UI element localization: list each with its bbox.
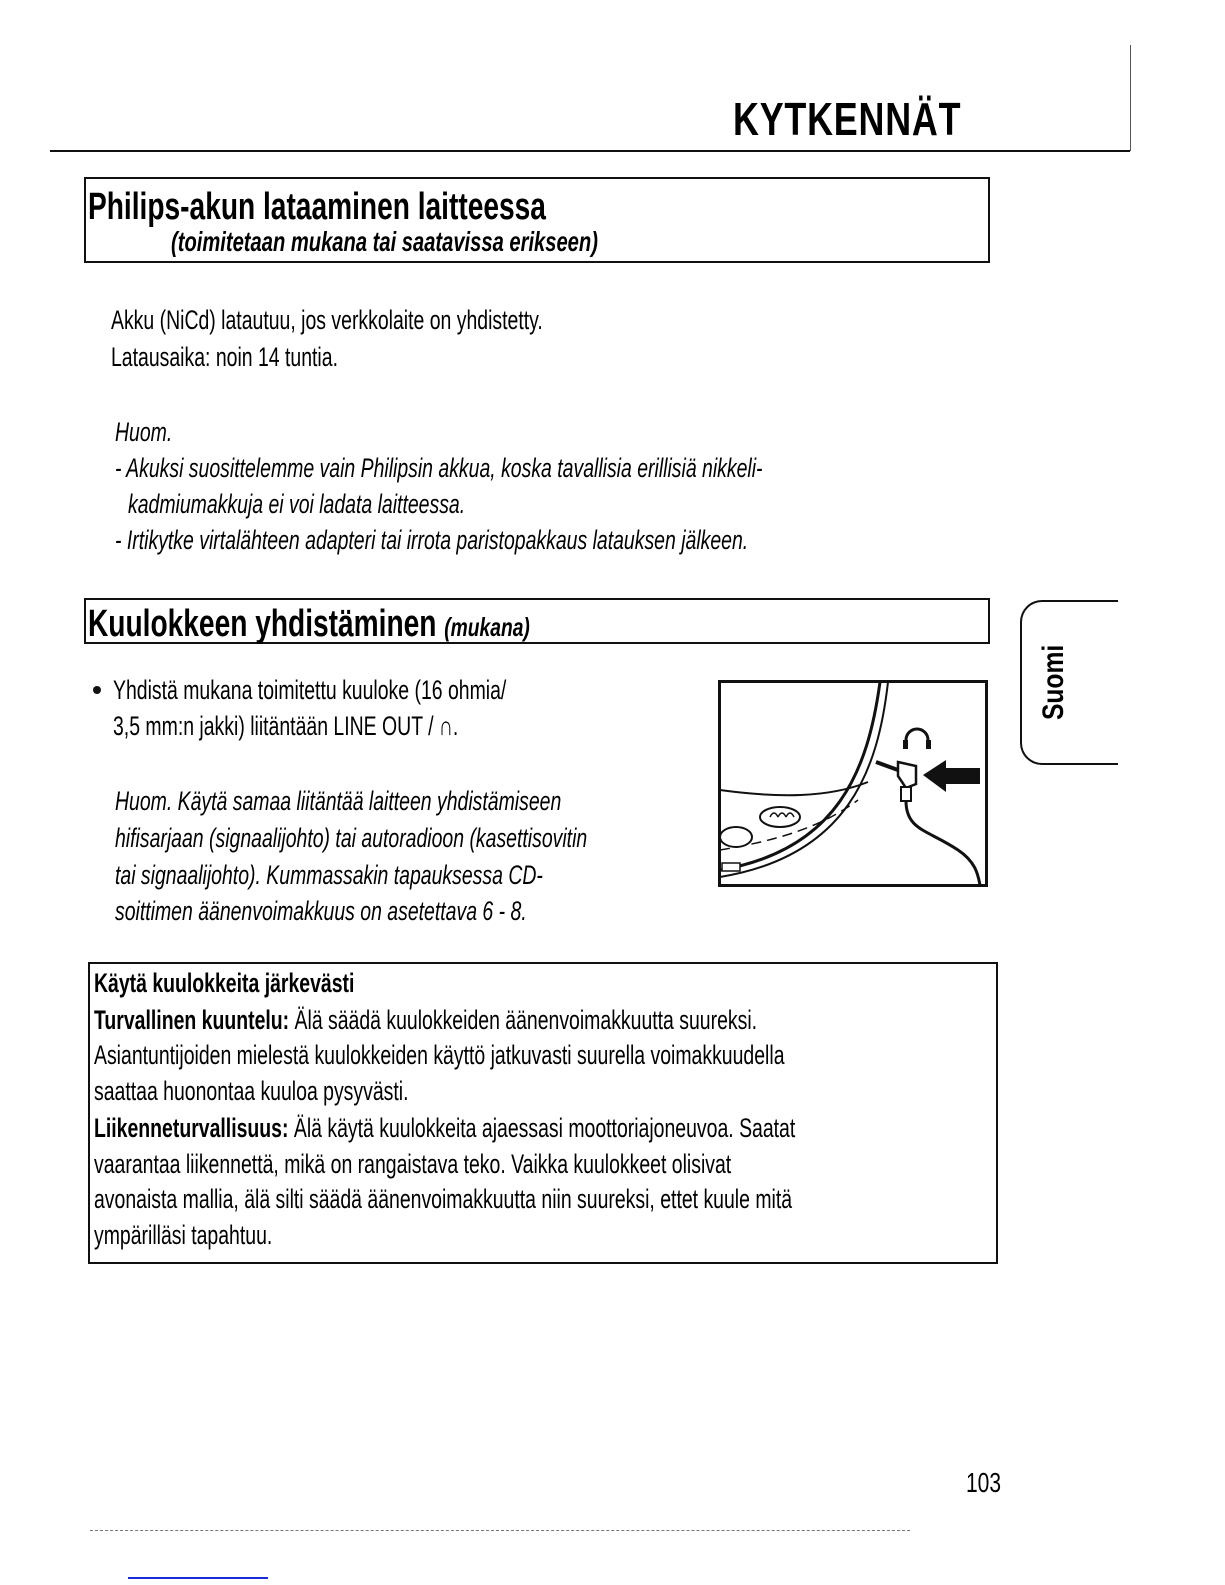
- traffic-safety-label: Liikenneturvallisuus:: [94, 1113, 289, 1143]
- bullet-icon: [93, 686, 101, 694]
- safety-line: ympärilläsi tapahtuu.: [94, 1220, 273, 1250]
- section-title-headphones: [88, 603, 530, 646]
- charging-time-paragraph: Latausaika: noin 14 tuntia.: [111, 342, 338, 372]
- button-icon: [720, 827, 752, 847]
- note-line: hifisarjaan (signaalijohto) tai autoradioon (kasettisovitin: [115, 823, 588, 853]
- safety-line: avonaista mallia, älä silti säädä äänenvoimakkuutta niin suureksi, ettet kuule mitä: [94, 1184, 793, 1214]
- headphone-connection-illustration: [718, 680, 988, 887]
- safe-listening-text: Älä säädä kuulokkeiden äänenvoimakkuutta suureksi.: [289, 1005, 758, 1035]
- blue-underline: [128, 1577, 268, 1579]
- safety-line: saattaa huonontaa kuuloa pysyvästi.: [94, 1076, 409, 1106]
- page-number: 103: [966, 1467, 1002, 1498]
- note-line: tai signaalijohto). Kummassakin tapauksessa CD-: [115, 860, 543, 890]
- safety-line: vaarantaa liikennettä, mikä on rangaistava teko. Vaikka kuulokkeet olisivat: [94, 1149, 732, 1179]
- safe-listening-label: Turvallinen kuuntelu:: [94, 1005, 290, 1035]
- note-line: Huom. Käytä samaa liitäntää laitteen yhdistämiseen: [115, 786, 562, 816]
- battery-paragraph: Akku (NiCd) latautuu, jos verkkolaite on yhdistetty.: [111, 305, 543, 335]
- footer-rule: [90, 1530, 910, 1531]
- note-item-continued: kadmiumakkuja ei voi ladata laitteessa.: [128, 489, 466, 519]
- section-title-text: Kuulokkeen yhdistäminen: [88, 603, 437, 645]
- note-line: soittimen äänenvoimakkuus on asetettava 6 - 8.: [115, 896, 527, 926]
- note-item: - Irtikytke virtalähteen adapteri tai irrota paristopakkaus latauksen jälkeen.: [115, 525, 749, 555]
- slot-icon: [722, 863, 740, 871]
- safety-line: [94, 1005, 757, 1036]
- page-title: KYTKENNÄT: [733, 93, 962, 145]
- bullet-text-continued: 3,5 mm:n jakki) liitäntään LINE OUT / ∩.: [113, 711, 459, 741]
- section-title-suffix: (mukana): [444, 612, 530, 642]
- bullet-text: Yhdistä mukana toimitettu kuuloke (16 ohmia/: [113, 675, 507, 705]
- header-rule: [50, 150, 1130, 152]
- safety-line: Asiantuntijoiden mielestä kuulokkeiden käyttö jatkuvasti suurella voimakkuudella: [94, 1040, 785, 1070]
- safety-title: Käytä kuulokkeita järkevästi: [94, 968, 355, 998]
- page-edge-line: [1130, 45, 1131, 151]
- section-title-battery: Philips-akun lataaminen laitteessa: [88, 186, 546, 228]
- traffic-safety-text: Älä käytä kuulokkeita ajaessasi moottoriajoneuvoa. Saatat: [288, 1113, 796, 1143]
- note-label: Huom.: [115, 417, 173, 447]
- note-item: - Akuksi suosittelemme vain Philipsin akkua, koska tavallisia erillisiä nikkeli-: [115, 453, 763, 483]
- safety-line: [94, 1113, 795, 1144]
- section-subtitle-battery: (toimitetaan mukana tai saatavissa erikseen): [171, 226, 598, 257]
- language-tab-label: Suomi: [1037, 644, 1070, 720]
